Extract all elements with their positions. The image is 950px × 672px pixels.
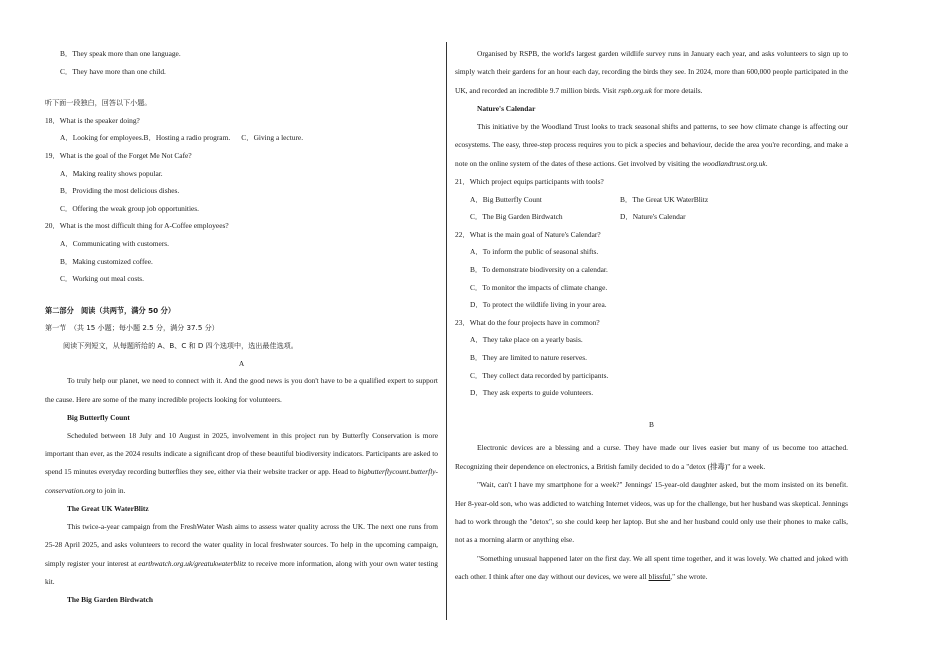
option: D．To protect the wildlife living in your area. [470, 300, 607, 310]
option: D．They ask experts to guide volunteers. [470, 388, 594, 398]
prev-option-b: B．They speak more than one language. [60, 49, 181, 58]
body-text: to join in. [95, 485, 126, 495]
waterblitz-text [45, 518, 438, 592]
question-21-options-row-1 [455, 191, 848, 209]
question-20: 20．What is the most difficult thing for A-Coffee employees? [45, 221, 229, 231]
option: C．Working out meal costs. [60, 274, 144, 284]
option: C．They collect data recorded by participants. [470, 370, 609, 380]
big-butterfly-count-text [45, 427, 438, 501]
question-21-options-row-2 [455, 208, 848, 226]
passage-b-paragraph-3 [455, 550, 848, 587]
option: D．Nature's Calendar [620, 212, 686, 222]
left-column [45, 45, 438, 609]
waterblitz-title: The Great UK WaterBlitz [67, 504, 149, 514]
option: C．The Big Garden Birdwatch [470, 212, 563, 222]
natures-calendar-title: Nature's Calendar [477, 104, 536, 114]
natures-calendar-text [455, 118, 848, 173]
body-text: for more details. [652, 85, 703, 95]
question-19: 19．What is the goal of the Forget Me Not Cafe? [45, 150, 192, 160]
option: B．To demonstrate biodiversity on a calendar. [470, 265, 608, 274]
option: C．Giving a lecture. [241, 133, 304, 143]
option: B．Providing the most delicious dishes. [60, 186, 180, 196]
body-text: to receive more information, along with your own water testing kit. [45, 558, 438, 586]
question-18: 18．What is the speaker doing? [45, 115, 140, 125]
garden-birdwatch-text [455, 45, 848, 100]
question-22: 22．What is the main goal of Nature's Calendar? [455, 229, 601, 239]
monologue-instruction: 听下面一段独白，回答以下小题。 [45, 98, 152, 108]
option: C．Offering the weak group job opportunities. [60, 203, 200, 213]
question-23: 23．What do the four projects have in common? [455, 317, 600, 327]
passage-b-paragraph-1: Electronic devices are a blessing and a curse. They have made our lives easier but many of us become too attached. Recognizing their dependence on electronics, a British family decided to do a "detox (排毒)" for a week. [455, 443, 848, 471]
body-text: . [765, 158, 768, 168]
garden-birdwatch-title: The Big Garden Birdwatch [67, 595, 154, 605]
website-link: rspb.org.uk [618, 85, 653, 95]
website-link: woodlandtrust.org.uk [702, 158, 766, 168]
passage-b-paragraph-2: "Wait, can't I have my smartphone for a week?" Jennings' 15-year-old daughter asked, but the mom insisted on its benefit. Her 8-year-old son, who was addicted to watching Internet videos, was up for the challenge, but her husband was skeptical. Jennings had to work through the "detox", so she could keep her laptop. But she and her husband could only use their phones to make calls, not as a morning alarm or anything else. [455, 480, 848, 545]
passage-a-intro: To truly help our planet, we need to connect with it. And the good news is you don't have to be a qualified expert to support the cause. Here are some of the many incredible projects looking for volunteers. [45, 376, 438, 404]
prev-option-c: C．They have more than one child. [60, 66, 166, 76]
section-one-heading: 第一节 （共 15 小题；每小题 2.5 分，满分 37.5 分） [45, 323, 219, 333]
body-text: This twice-a-year campaign from the FreshWater Wash aims to assess water quality across the UK. The next one runs from 25-28 April 2025, and asks volunteers to record the water quality in local freshwater sources. To help in the upcoming campaign, simply register your interest at [45, 521, 438, 568]
body-text: ," she wrote. [670, 572, 708, 582]
option: B．The Great UK WaterBlitz [620, 194, 709, 204]
body-text: Organised by RSPB, the world's largest garden wildlife survey runs in January each year, and asks volunteers to sign up to simply watch their gardens for an hour each day, recording the birds they see. In 2024, more than 600,000 people participated in the UK, and recorded an incredible 9.7 million birds. Visit [455, 49, 848, 95]
option: C．To monitor the impacts of climate change. [470, 282, 608, 292]
reading-instruction: 阅读下列短文，从每题所给的 A、B、C 和 D 四个选项中，选出最佳选项。 [63, 340, 298, 350]
option: A．To inform the public of seasonal shifts. [470, 247, 599, 257]
underlined-word: blissful [648, 572, 671, 582]
part-two-title: 第二部分 阅读（共两节，满分 50 分） [45, 305, 176, 315]
question-18-options [45, 129, 438, 147]
website-link: bigbutterflycount.butterfly-conservation.org [45, 467, 438, 495]
website-link: earthwatch.org.uk/greatukwaterblitz [138, 558, 247, 568]
question-21: 21．Which project equips participants with tools? [455, 177, 604, 187]
option: A．Looking for employees. [60, 133, 144, 143]
option: B．They are limited to nature reserves. [470, 352, 587, 362]
passage-a-label: A [238, 358, 245, 368]
big-butterfly-count-title: Big Butterfly Count [67, 412, 130, 422]
option: B．Hosting a radio program. [143, 133, 231, 143]
body-text: "Something unusual happened later on the first day. We all spent time together, and it was lovely. We chatted and joked with each other. I think after one day without our devices, we were all [455, 553, 848, 582]
option: A．Big Butterfly Count [470, 194, 542, 204]
option: A．Making reality shows popular. [60, 168, 163, 178]
right-column [455, 45, 848, 587]
body-text: Scheduled between 18 July and 10 August in 2025, involvement in this project run by Butterfly Conservation is more important than ever, as the 2024 results indicate a significant drop of these beautiful biodiversity indicators. Participants are asked to spend 15 minutes everyday recording butterflies they see, either via their website tracker or app. Head to [45, 430, 438, 477]
body-text: This initiative by the Woodland Trust looks to track seasonal shifts and patterns, to see how climate change is affecting our ecosystems. The easy, three-step process requires you to pick a species and behaviour, decide the area you're recording, and make a note on the online system of the dates of these actions. Get involved by visiting the [455, 121, 848, 168]
passage-b-label: B [649, 419, 654, 429]
column-divider [446, 42, 447, 620]
option: B．Making customized coffee. [60, 256, 153, 266]
option: A．They take place on a yearly basis. [470, 335, 583, 345]
option: A．Communicating with customers. [60, 238, 170, 248]
